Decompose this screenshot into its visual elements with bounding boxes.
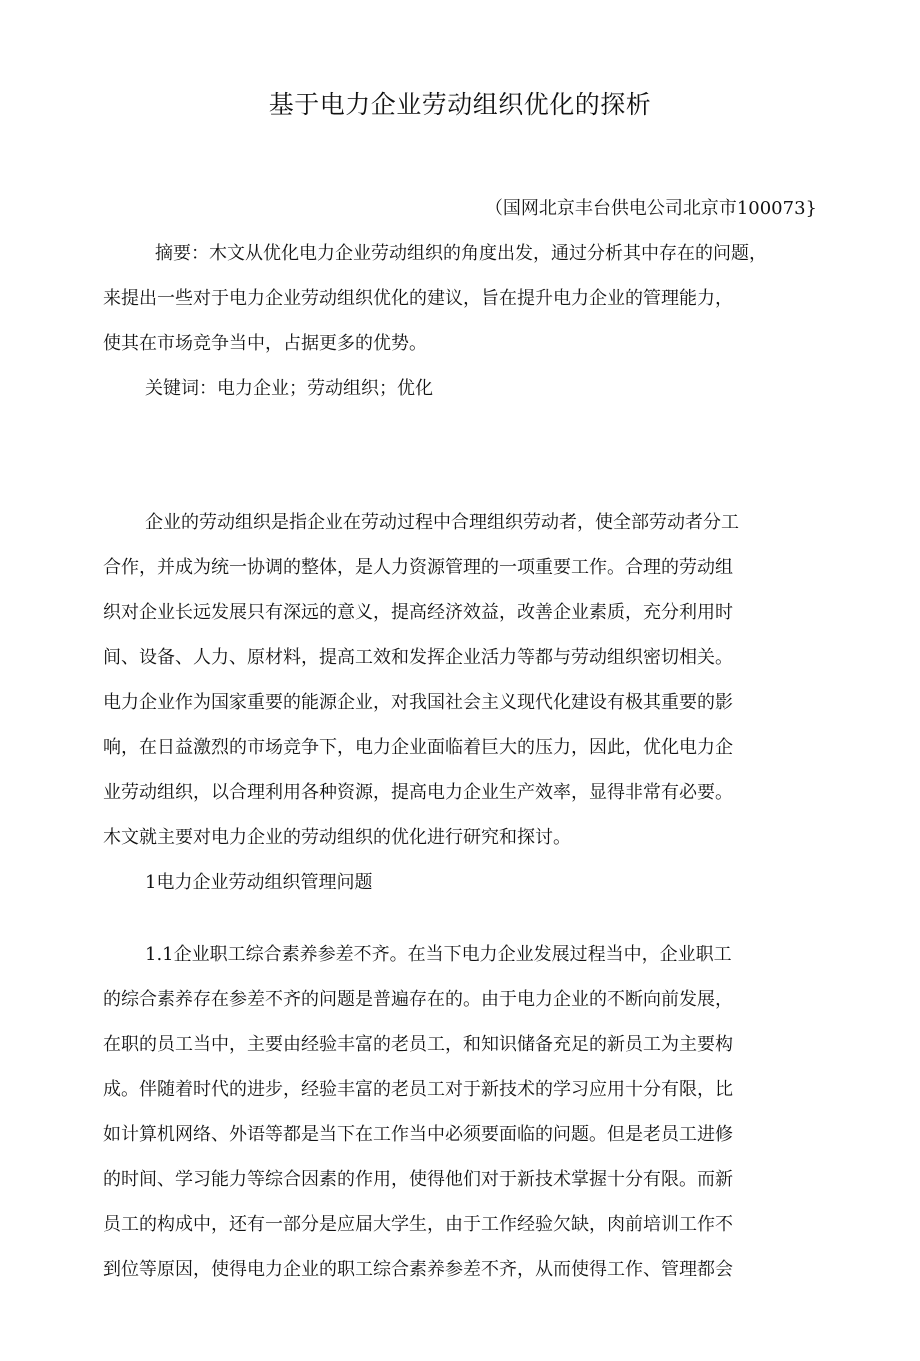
- paragraph-line: 在职的员工当中，主要由经验丰富的老员工，和知识储备充足的新员工为主要构: [103, 1034, 733, 1055]
- abstract: [103, 231, 797, 411]
- paragraph-line: 间、设备、人力、原材料，提高工效和发挥企业活力等都与劳动组织密切相关。: [103, 647, 733, 668]
- paragraph-line: 合作，并成为统一协调的整体，是人力资源管理的一项重要工作。合理的劳动组: [103, 557, 733, 578]
- abstract-line: 来提出一些对于电力企业劳动组织优化的建议，旨在提升电力企业的管理能力，: [103, 288, 733, 309]
- paragraph-line: 员工的构成中，还有一部分是应届大学生，由于工作经验欠缺，肉前培训工作不: [103, 1214, 733, 1235]
- keywords: 关键词：电力企业；劳动组织；优化: [145, 378, 433, 399]
- author-affiliation: （国网北京丰台供电公司北京市100073}: [484, 198, 817, 219]
- section-1-1-paragraph: [103, 932, 797, 1292]
- paragraph-line: 电力企业作为国家重要的能源企业，对我国社会主义现代化建设有极其重要的影: [103, 692, 733, 713]
- paragraph-line: 织对企业长远发展只有深远的意义，提高经济效益，改善企业素质，充分利用时: [103, 602, 733, 623]
- section-heading: 1电力企业劳动组织管理问题: [145, 872, 373, 893]
- abstract-line: 使其在市场竞争当中，占据更多的优势。: [103, 333, 427, 354]
- paragraph-line: 成。伴随着时代的进步，经验丰富的老员工对于新技术的学习应用十分有限，比: [103, 1079, 733, 1100]
- paragraph-line: 木文就主要对电力企业的劳动组织的优化进行研究和探讨。: [103, 827, 571, 848]
- paragraph-line: 的时间、学习能力等综合因素的作用，使得他们对于新技术掌握十分有限。而新: [103, 1169, 733, 1190]
- paragraph-line: 企业的劳动组织是指企业在劳动过程中合理组织劳动者，使全部劳动者分工: [145, 512, 739, 533]
- document-title: 基于电力企业劳动组织优化的探析: [268, 90, 652, 119]
- paragraph-line: 到位等原因，使得电力企业的职工综合素养参差不齐，从而使得工作、管理都会: [103, 1259, 733, 1280]
- paragraph-line: 业劳动组织，以合理利用各种资源，提高电力企业生产效率，显得非常有必要。: [103, 782, 733, 803]
- paragraph-line: 响，在日益激烈的市场竞争下，电力企业面临着巨大的压力，因此，优化电力企: [103, 737, 733, 758]
- paragraph-line: 的综合素养存在参差不齐的问题是普遍存在的。由于电力企业的不断向前发展，: [103, 989, 733, 1010]
- paragraph-line: 1.1企业职工综合素养参差不齐。在当下电力企业发展过程当中，企业职工: [145, 944, 732, 965]
- paragraph-line: 如计算机网络、外语等都是当下在工作当中必须要面临的问题。但是老员工进修: [103, 1124, 733, 1145]
- abstract-line: 摘要：木文从优化电力企业劳动组织的角度出发，通过分析其中存在的问题，: [155, 243, 767, 264]
- intro-paragraph: [103, 500, 797, 905]
